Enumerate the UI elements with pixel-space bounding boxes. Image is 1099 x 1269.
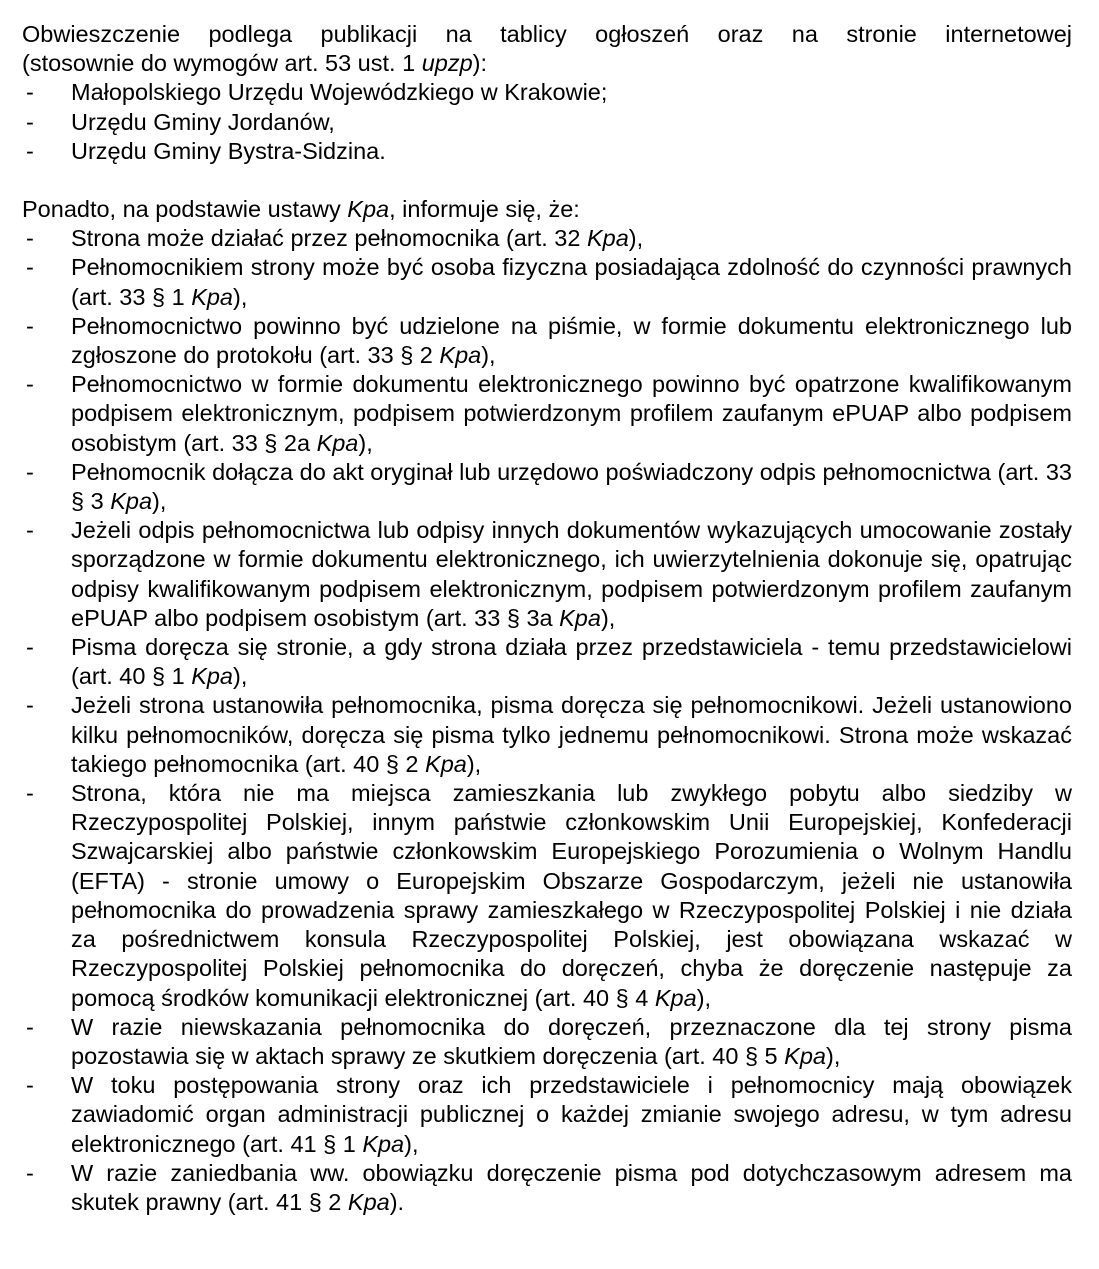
list-item-text: Jeżeli odpis pełnomocnictwa lub odpisy innych dokumentów wykazujących umocowanie zostały sporządzone w formie dokumentu elektronicznego, ich uwierzytelnienia dokonuje się, opatrując odpisy kwalifikowanym podpisem elektronicznym, podpisem potwierdzonym profilem zaufanym ePUAP albo podpisem osobistym (art. 33 § 3a: [71, 517, 1072, 631]
list-item-text: Strona, która nie ma miejsca zamieszkania lub zwykłego pobytu albo siedziby w Rzeczypospolitej Polskiej, innym państwie członkowskim Unii Europejskiej, Konfederacji Szwajcarskiej albo państwie członkowskim Europejskiego Porozumienia o Wolnym Handlu (EFTA) - stronie umowy o Europejskim Obszarze Gospodarczym, jeżeli nie ustanowiła pełnomocnika do prowadzenia sprawy zamieszkałego w Rzeczypospolitej Polskiej i nie działa za pośrednictwem konsula Rzeczypospolitej Polskiej, jest obowiązana wskazać w Rzeczypospolitej Polskiej pełnomocnika do doręczeń, chyba że doręczenie następuje za pomocą środków komunikacji elektronicznej (art. 40 § 4: [71, 780, 1072, 1011]
list-item-text: Pełnomocnikiem strony może być osoba fizyczna posiadająca zdolność do czynności prawnych (art. 33 § 1: [71, 254, 1072, 310]
list-item-tail: ),: [404, 1130, 419, 1157]
list-item-text: Urzędu Gminy Bystra-Sidzina.: [71, 137, 386, 164]
publication-places-list: [22, 78, 1072, 166]
act-abbrev-kpa: Kpa: [316, 429, 359, 456]
kpa-provisions-list: [22, 224, 1072, 1217]
list-item-tail: ),: [358, 429, 373, 456]
bullet-dash: -: [26, 517, 34, 544]
list-item: [22, 137, 1072, 166]
act-abbrev-kpa: Kpa: [586, 225, 629, 252]
bullet-dash: -: [26, 1072, 34, 1099]
list-item-tail: ),: [600, 604, 616, 631]
bullet-dash: -: [26, 634, 34, 661]
list-item-text: W razie niewskazania pełnomocnika do doręczeń, przeznaczone dla tej strony pisma pozostawia się w aktach sprawy ze skutkiem doręczenia (art. 40 § 5: [71, 1013, 1072, 1069]
publication-intro-line2: [22, 49, 1072, 78]
bullet-dash: -: [26, 254, 34, 281]
bullet-dash: -: [26, 312, 34, 339]
kpa-intro-text: Ponadto, na podstawie ustawy: [22, 196, 348, 223]
list-item-text: Pełnomocnictwo powinno być udzielone na piśmie, w formie dokumentu elektronicznego lub zgłoszone do protokołu (art. 33 § 2: [71, 312, 1072, 369]
act-abbrev-kpa: Kpa: [191, 283, 234, 310]
list-item: [22, 1013, 1072, 1071]
paragraph-gap: [22, 166, 1072, 195]
list-item: [22, 516, 1072, 633]
act-abbrev-kpa: Kpa: [784, 1042, 826, 1069]
list-item-text: Urzędu Gminy Jordanów,: [71, 108, 335, 135]
list-item: [22, 1071, 1072, 1159]
bullet-dash: -: [26, 1159, 34, 1186]
list-item-text: Strona może działać przez pełnomocnika (art. 32: [71, 225, 587, 252]
document-body: [22, 20, 1072, 1217]
act-abbrev-kpa: Kpa: [347, 1188, 390, 1215]
list-item-tail: ).: [389, 1188, 405, 1215]
bullet-dash: -: [26, 79, 34, 106]
publication-notice: [22, 20, 1072, 78]
list-item: [22, 312, 1072, 370]
list-item-tail: ),: [466, 750, 482, 777]
publication-intro-closing: ):: [472, 50, 488, 77]
act-abbrev-kpa: Kpa: [191, 663, 234, 690]
bullet-dash: -: [26, 225, 34, 252]
act-abbrev-kpa: Kpa: [362, 1130, 405, 1157]
list-item: [22, 458, 1072, 516]
list-item: [22, 1159, 1072, 1217]
list-item-text: W razie zaniedbania ww. obowiązku doręczenie pisma pod dotychczasowym adresem ma skutek prawny (art. 41 § 2: [71, 1159, 1072, 1215]
list-item-tail: ),: [696, 984, 712, 1011]
list-item-text: Pełnomocnictwo w formie dokumentu elektronicznego powinno być opatrzone kwalifikowanym podpisem elektronicznym, podpisem potwierdzonym profilem zaufanym ePUAP albo podpisem osobistym (art. 33 § 2a: [71, 371, 1072, 456]
act-abbrev-upzp: upzp: [421, 50, 473, 77]
bullet-dash: -: [26, 458, 34, 485]
bullet-dash: -: [26, 371, 34, 398]
bullet-dash: -: [26, 1013, 34, 1040]
list-item: [22, 108, 1072, 137]
list-item-tail: ),: [233, 283, 248, 310]
list-item-tail: ),: [233, 663, 248, 690]
act-abbrev-kpa: Kpa: [425, 750, 467, 777]
list-item: [22, 779, 1072, 1013]
list-item: [22, 224, 1072, 253]
bullet-dash: -: [26, 780, 34, 807]
kpa-intro: [22, 195, 1072, 224]
act-abbrev-kpa: Kpa: [559, 604, 601, 631]
bullet-dash: -: [26, 137, 34, 164]
list-item: [22, 691, 1072, 779]
publication-intro-text: (stosownie do wymogów art. 53 ust. 1: [22, 50, 422, 77]
kpa-intro-closing: , informuje się, że:: [389, 196, 580, 223]
list-item-tail: ),: [826, 1042, 841, 1069]
list-item-tail: ),: [481, 342, 496, 369]
list-item: [22, 253, 1072, 311]
list-item-text: Pełnomocnik dołącza do akt oryginał lub urzędowo poświadczony odpis pełnomocnictwa (art. 33 § 3: [71, 458, 1072, 515]
list-item-text: W toku postępowania strony oraz ich przedstawiciele i pełnomocnicy mają obowiązek zawiadomić organ administracji publicznej o każdej zmianie swojego adresu, w tym adresu elektronicznego (art. 41 § 1: [71, 1072, 1072, 1157]
act-abbrev-kpa: Kpa: [347, 196, 390, 223]
bullet-dash: -: [26, 692, 34, 719]
bullet-dash: -: [26, 108, 34, 135]
list-item: [22, 370, 1072, 458]
act-abbrev-kpa: Kpa: [110, 488, 153, 515]
list-item: [22, 633, 1072, 691]
list-item-text: Pisma doręcza się stronie, a gdy strona działa przez przedstawiciela - temu przedstawicielowi (art. 40 § 1: [71, 634, 1072, 690]
list-item-tail: ),: [152, 488, 167, 515]
list-item-tail: ),: [628, 225, 644, 252]
list-item-text: Małopolskiego Urzędu Wojewódzkiego w Krakowie;: [71, 79, 608, 106]
act-abbrev-kpa: Kpa: [654, 984, 697, 1011]
list-item: [22, 78, 1072, 107]
list-item-text: Jeżeli strona ustanowiła pełnomocnika, pisma doręcza się pełnomocnikowi. Jeżeli ustanowiono kilku pełnomocników, doręcza się pisma tylko jednemu pełnomocnikowi. Strona może wskazać takiego pełnomocnika (art. 40 § 2: [71, 692, 1072, 777]
act-abbrev-kpa: Kpa: [439, 342, 482, 369]
publication-intro-line1: Obwieszczenie podlega publikacji na tablicy ogłoszeń oraz na stronie internetowej: [22, 21, 1072, 47]
